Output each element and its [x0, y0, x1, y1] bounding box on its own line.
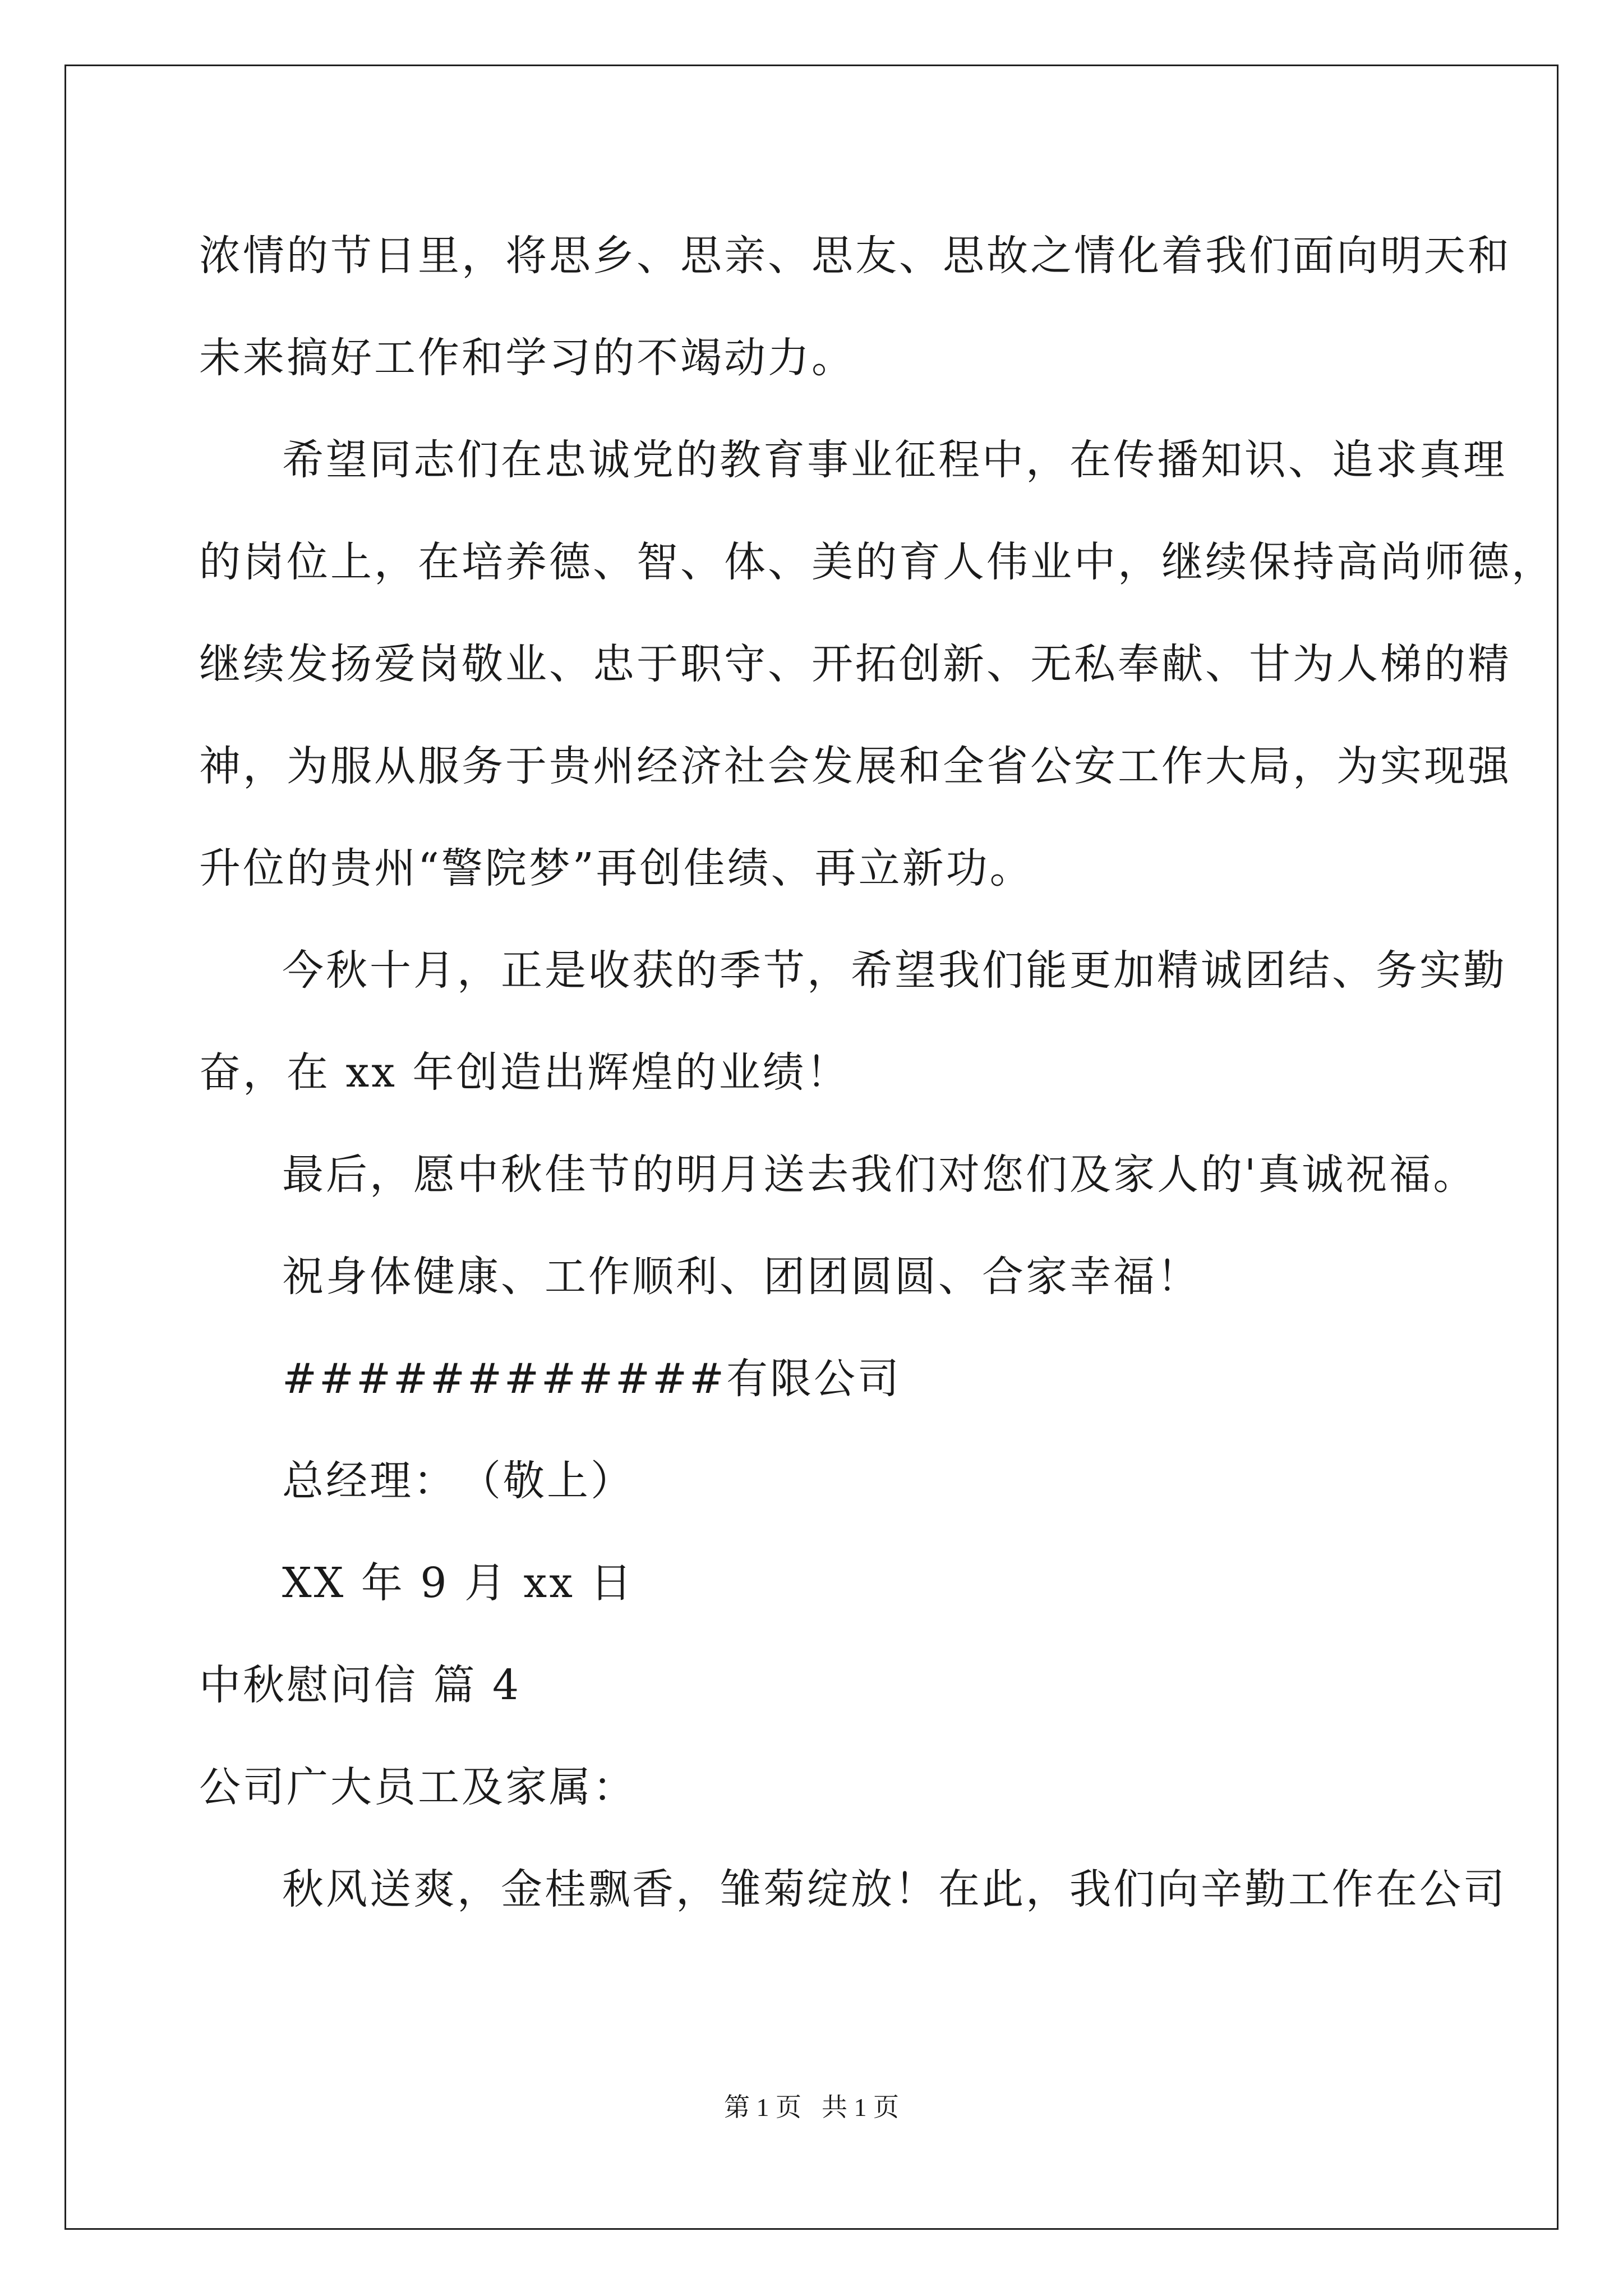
- text-line: 浓情的节日里，将思乡、思亲、思友、思故之情化着我们面向明天和: [199, 232, 1511, 280]
- document-body: [199, 205, 1555, 1940]
- date-line: XX 年 9 月 xx 日: [282, 1559, 634, 1607]
- company-name: ############有限公司: [282, 1355, 902, 1403]
- text-line: 祝身体健康、工作顺利、团团圆圆、合家幸福！: [282, 1253, 1201, 1301]
- text-line: 继续发扬爱岗敬业、忠于职守、开拓创新、无私奉献、甘为人梯的精: [199, 640, 1511, 688]
- text-line: 秋风送爽，金桂飘香，雏菊绽放！在此，我们向辛勤工作在公司: [282, 1865, 1507, 1913]
- section-heading: 中秋慰问信 篇 4: [199, 1661, 522, 1709]
- text-line: 希望同志们在忠诚党的教育事业征程中，在传播知识、追求真理: [282, 436, 1507, 484]
- page-number: 第 1 页: [724, 2093, 801, 2122]
- page-total: 共 1 页: [822, 2093, 899, 2122]
- signature-line: 总经理： （敬上）: [282, 1457, 634, 1505]
- text-line: 最后，愿中秋佳节的明月送去我们对您们及家人的'真诚祝福。: [282, 1151, 1477, 1199]
- salutation: 公司广大员工及家属：: [199, 1763, 637, 1811]
- text-line: 奋，在 xx 年创造出辉煌的业绩！: [199, 1048, 850, 1097]
- text-line: 今秋十月，正是收获的季节，希望我们能更加精诚团结、务实勤: [282, 946, 1507, 995]
- page-footer: [0, 2087, 1623, 2124]
- text-line: 未来搞好工作和学习的不竭动力。: [199, 334, 855, 382]
- text-line: 的岗位上，在培养德、智、体、美的育人伟业中，继续保持高尚师德，: [199, 538, 1555, 586]
- text-line: 升位的贵州“警院梦”再创佳绩、再立新功。: [199, 844, 1034, 892]
- text-line: 神，为服从服务于贵州经济社会发展和全省公安工作大局，为实现强: [199, 742, 1511, 790]
